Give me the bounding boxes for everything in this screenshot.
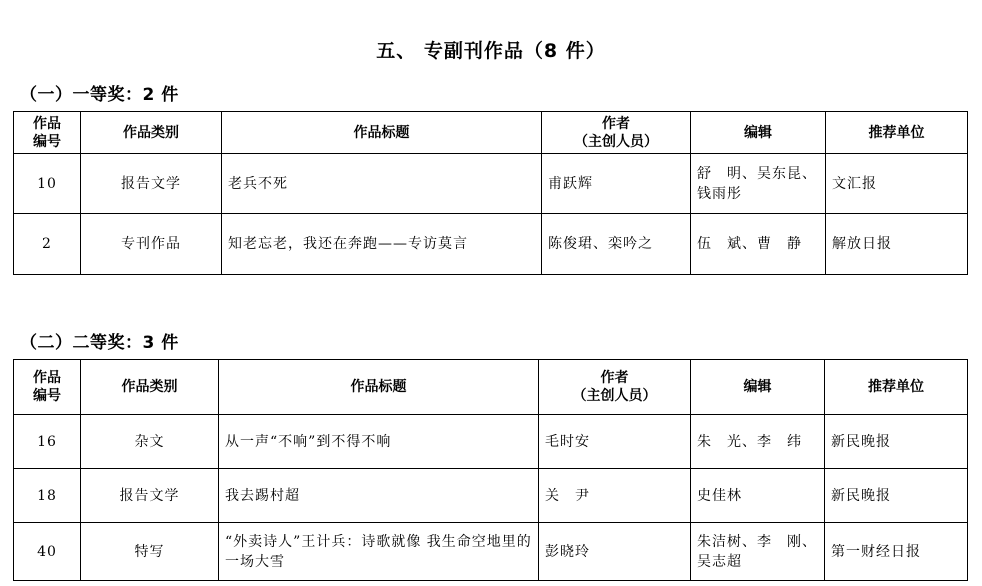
column-header-category: 作品类别 bbox=[81, 112, 222, 154]
column-header-unit: 推荐单位 bbox=[826, 112, 968, 154]
cell-author: 陈俊珺、栾吟之 bbox=[542, 214, 691, 275]
table-row bbox=[14, 214, 968, 275]
cell-editor: 史佳林 bbox=[691, 469, 825, 523]
cell-category: 杂文 bbox=[81, 415, 219, 469]
column-header-title: 作品标题 bbox=[222, 112, 542, 154]
cell-editor: 伍 斌、曹 静 bbox=[691, 214, 826, 275]
award-table-second-prize bbox=[13, 359, 968, 581]
cell-category: 专刊作品 bbox=[81, 214, 222, 275]
cell-unit: 解放日报 bbox=[826, 214, 968, 275]
cell-unit: 文汇报 bbox=[826, 154, 968, 214]
column-header-id: 作品 编号 bbox=[14, 360, 81, 415]
column-header-author: 作者 （主创人员） bbox=[539, 360, 691, 415]
cell-id: 10 bbox=[14, 154, 81, 214]
cell-editor: 舒 明、吴东昆、钱雨彤 bbox=[691, 154, 826, 214]
table-header-row bbox=[14, 360, 968, 415]
cell-author: 甫跃辉 bbox=[542, 154, 691, 214]
cell-title: 老兵不死 bbox=[222, 154, 542, 214]
cell-id: 40 bbox=[14, 523, 81, 581]
cell-unit: 第一财经日报 bbox=[825, 523, 968, 581]
section-heading-second-prize: （二）二等奖：3 件 bbox=[20, 333, 179, 353]
cell-id: 16 bbox=[14, 415, 81, 469]
table-header-row bbox=[14, 112, 968, 154]
column-header-category: 作品类别 bbox=[81, 360, 219, 415]
cell-author: 毛时安 bbox=[539, 415, 691, 469]
cell-title: “外卖诗人”王计兵：诗歌就像 我生命空地里的一场大雪 bbox=[219, 523, 539, 581]
cell-editor: 朱洁树、李 刚、吴志超 bbox=[691, 523, 825, 581]
cell-unit: 新民晚报 bbox=[825, 415, 968, 469]
column-header-editor: 编辑 bbox=[691, 112, 826, 154]
column-header-unit: 推荐单位 bbox=[825, 360, 968, 415]
cell-title: 从一声“不响”到不得不响 bbox=[219, 415, 539, 469]
column-header-editor: 编辑 bbox=[691, 360, 825, 415]
cell-editor: 朱 光、李 纬 bbox=[691, 415, 825, 469]
table-row bbox=[14, 415, 968, 469]
column-header-title: 作品标题 bbox=[219, 360, 539, 415]
cell-category: 特写 bbox=[81, 523, 219, 581]
cell-category: 报告文学 bbox=[81, 469, 219, 523]
column-header-id: 作品 编号 bbox=[14, 112, 81, 154]
cell-id: 2 bbox=[14, 214, 81, 275]
award-table-first-prize bbox=[13, 111, 968, 275]
page-title: 五、 专副刊作品（8 件） bbox=[376, 40, 606, 62]
cell-author: 彭晓玲 bbox=[539, 523, 691, 581]
column-header-author: 作者 （主创人员） bbox=[542, 112, 691, 154]
cell-unit: 新民晚报 bbox=[825, 469, 968, 523]
cell-id: 18 bbox=[14, 469, 81, 523]
section-heading-first-prize: （一）一等奖：2 件 bbox=[20, 85, 179, 105]
cell-category: 报告文学 bbox=[81, 154, 222, 214]
table-row bbox=[14, 154, 968, 214]
table-row bbox=[14, 469, 968, 523]
cell-author: 关 尹 bbox=[539, 469, 691, 523]
cell-title: 我去踢村超 bbox=[219, 469, 539, 523]
cell-title: 知老忘老，我还在奔跑——专访莫言 bbox=[222, 214, 542, 275]
table-row bbox=[14, 523, 968, 581]
